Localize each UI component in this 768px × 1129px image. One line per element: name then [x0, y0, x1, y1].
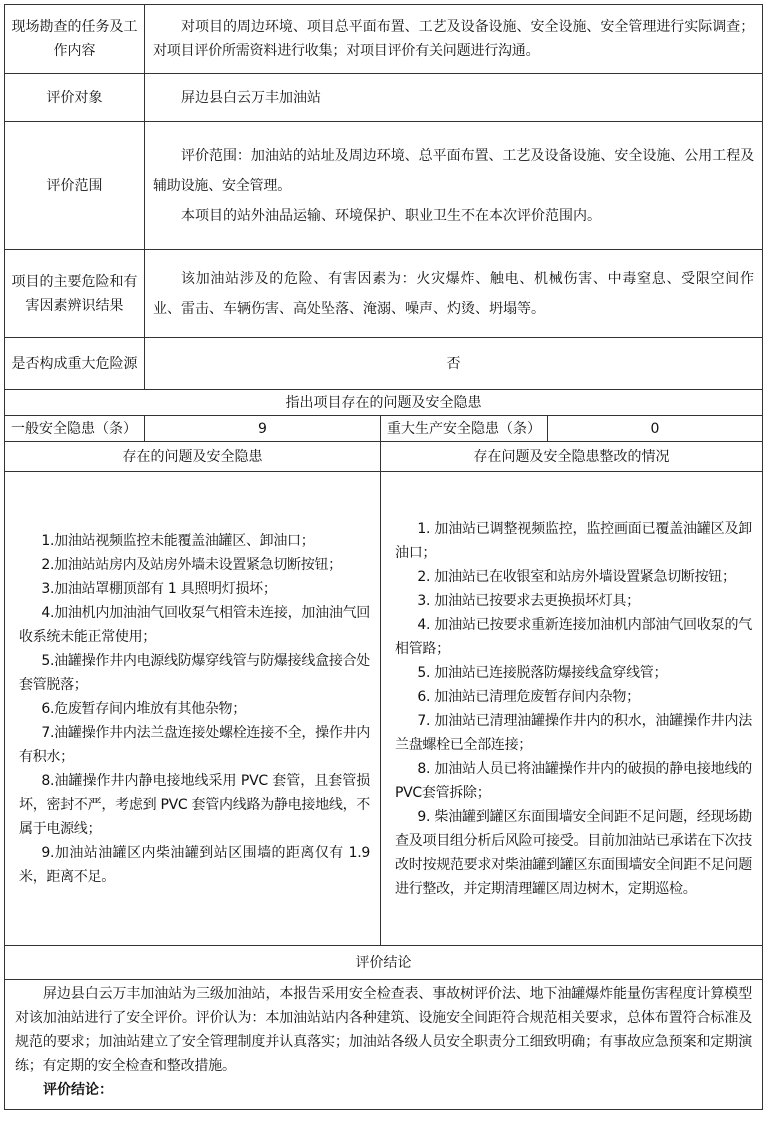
conclusion-final-label	[15, 1078, 752, 1102]
conclusion-final-label-text: 评价结论：	[43, 1082, 113, 1098]
major-hazard-count: 0	[548, 416, 763, 442]
fixes-header: 存在问题及安全隐患整改的情况	[381, 442, 763, 472]
scope-cell	[145, 122, 763, 250]
list-item: 1. 加油站已调整视频监控，监控画面已覆盖油罐区及卸油口；	[395, 520, 753, 561]
conclusion-cell	[5, 980, 763, 1110]
problems-header: 存在的问题及安全隐患	[5, 442, 381, 472]
issues-title-row	[5, 390, 763, 416]
fixes-list	[395, 517, 752, 901]
conclusion-text: 屏边县白云万丰加油站为三级加油站，本报告采用安全检查表、事故树评价法、地下油罐爆炸能量伤害程度计算模型对该加油站进行了安全评价。评价认为：本加油站站内各种建筑、设施安全间距符合规范相关要求，总体布置符合标准及规范的要求；加油站建立了安全管理制度并认真落实；加油站各级人员安全职责分工细致明确；有事故应急预案和定期演练；有定期的安全检查和整改措施。	[15, 986, 753, 1074]
conclusion-header: 评价结论	[5, 946, 763, 980]
hazards-label: 项目的主要危险和有害因素辨识结果	[5, 250, 145, 338]
conclusion-row	[5, 980, 763, 1110]
scope-row	[5, 122, 763, 250]
list-item: 9. 柴油罐到罐区东面围墙安全间距不足问题，经现场勘查及项目组分析后风险可接受。目前加油站已承诺在下次技改时按规范要求对柴油罐到罐区东面围墙安全间距不足问题进行整改，并定期清理罐区周边树木，定期巡检。	[395, 808, 753, 897]
major-hazard-label: 是否构成重大危险源	[5, 338, 145, 390]
hazards-row	[5, 250, 763, 338]
list-item: 8.油罐操作井内静电接地线采用 PVC 套管，且套管损坏，密封不严，考虑到 PVC 套管内线路为静电接地线，不属于电源线；	[19, 772, 370, 837]
scope-paragraph-2: 本项目的站外油品运输、环境保护、职业卫生不在本次评价范围内。	[181, 207, 601, 224]
task-text: 对项目的周边环境、项目总平面布置、工艺及设备设施、安全设施、安全管理进行实际调查；对项目评价所需资料进行收集；对项目评价有关问题进行沟通。	[145, 5, 763, 74]
major-hazard-value: 否	[145, 338, 763, 390]
list-item: 8. 加油站人员已将油罐操作井内的破损的静电接地线的PVC套管拆除；	[395, 760, 753, 801]
list-item: 3. 加油站已按要求去更换损坏灯具；	[417, 592, 640, 609]
evaluation-table	[4, 4, 763, 1110]
task-row	[5, 5, 763, 74]
list-item: 4.加油机内加油油气回收泵气相管未连接，加油油气回收系统未能正常使用；	[19, 604, 370, 645]
list-item: 7. 加油站已清理油罐操作井内的积水，油罐操作井内法兰盘螺栓已全部连接；	[395, 712, 753, 753]
fixes-cell	[381, 472, 763, 946]
list-item: 5. 加油站已连接脱落防爆接线盒穿线管；	[417, 664, 668, 681]
issues-count-row	[5, 416, 763, 442]
task-label: 现场勘查的任务及工作内容	[5, 5, 145, 74]
object-text: 屏边县白云万丰加油站	[145, 74, 763, 122]
problems-list	[19, 529, 370, 889]
general-hazard-count: 9	[145, 416, 381, 442]
object-label: 评价对象	[5, 74, 145, 122]
list-item: 4. 加油站已按要求重新连接加油机内部油气回收泵的气相管路；	[395, 616, 753, 657]
scope-paragraph-1: 评价范围：加油站的站址及周边环境、总平面布置、工艺及设备设施、安全设施、公用工程及辅助设施、安全管理。	[153, 147, 755, 194]
list-item: 2.加油站站房内及站房外墙未设置紧急切断按钮；	[41, 556, 342, 573]
list-item: 3.加油站罩棚顶部有 1 具照明灯损坏；	[41, 580, 277, 597]
issues-header-row	[5, 442, 763, 472]
list-item: 5.油罐操作井内电源线防爆穿线管与防爆接线盒接合处套管脱落；	[19, 652, 370, 693]
list-item: 6. 加油站已清理危废暂存间内杂物；	[417, 688, 640, 705]
list-item: 6.危废暂存间内堆放有其他杂物；	[41, 700, 246, 717]
issues-title: 指出项目存在的问题及安全隐患	[5, 390, 763, 416]
scope-label: 评价范围	[5, 122, 145, 250]
list-item: 9.加油站油罐区内柴油罐到站区围墙的距离仅有 1.9 米，距离不足。	[19, 844, 370, 885]
object-row	[5, 74, 763, 122]
major-hazard-count-label: 重大生产安全隐患（条）	[381, 416, 548, 442]
general-hazard-label: 一般安全隐患（条）	[5, 416, 145, 442]
list-item: 1.加油站视频监控未能覆盖油罐区、卸油口；	[41, 532, 315, 549]
major-hazard-row	[5, 338, 763, 390]
problems-cell	[5, 472, 381, 946]
list-item: 2. 加油站已在收银室和站房外墙设置紧急切断按钮；	[417, 568, 736, 585]
issues-detail-row	[5, 472, 763, 946]
hazards-text: 该加油站涉及的危险、有害因素为：火灾爆炸、触电、机械伤害、中毒窒息、受限空间作业、雷击、车辆伤害、高处坠落、淹溺、噪声、灼烫、坍塌等。	[145, 250, 763, 338]
conclusion-header-row	[5, 946, 763, 980]
list-item: 7.油罐操作井内法兰盘连接处螺栓连接不全，操作井内有积水；	[19, 724, 370, 765]
